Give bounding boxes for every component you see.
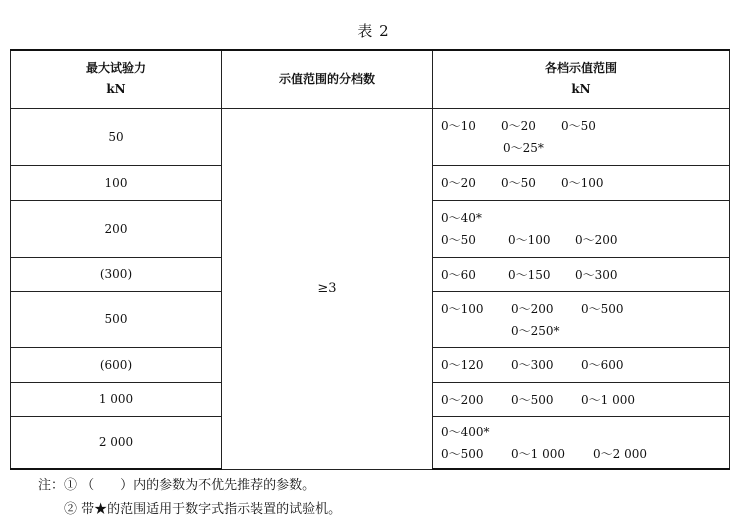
max-force-cell: 200 <box>11 200 222 257</box>
max-force-cell: 100 <box>11 165 222 200</box>
max-force-cell: (300) <box>11 257 222 291</box>
test-force-range-table <box>10 49 730 470</box>
range-value: 0～60 <box>441 267 476 282</box>
range-value: 0～500 <box>511 392 554 407</box>
ranges-cell <box>433 165 730 200</box>
range-value: 0～300 <box>575 267 618 282</box>
range-value: 0～300 <box>511 358 554 372</box>
range-value: 0～500 <box>581 301 624 316</box>
range-value: 0～20 <box>441 176 476 190</box>
ranges-cell <box>433 108 730 165</box>
range-value: 0～500 <box>441 446 484 461</box>
header-max-test-force <box>11 50 222 108</box>
range-value: 0～50 <box>561 119 596 133</box>
range-value: 0～200 <box>575 233 618 247</box>
range-value: 0～100 <box>441 301 484 316</box>
range-value: 0～40* <box>441 211 482 225</box>
ranges-cell <box>433 416 730 469</box>
range-divisions-cell: ≥3 <box>222 108 433 469</box>
header-ranges-label: 各档示值范围 <box>544 61 617 76</box>
max-force-cell: 2 000 <box>11 416 222 469</box>
range-value: 0～200 <box>511 301 554 316</box>
range-value: 0～1 000 <box>511 446 565 461</box>
ranges-cell <box>433 382 730 416</box>
ranges-cell <box>433 291 730 347</box>
range-value: 0～2 000 <box>593 446 647 461</box>
range-value: 0～120 <box>441 358 484 372</box>
header-max-test-force-unit: kN <box>106 82 126 97</box>
range-value: 0～150 <box>508 267 551 282</box>
header-range-divisions <box>222 50 433 108</box>
range-value: 0～25* <box>503 141 544 155</box>
ranges-cell <box>433 200 730 257</box>
max-force-cell: (600) <box>11 347 222 382</box>
table-row <box>11 108 730 165</box>
header-ranges-unit: kN <box>571 82 591 97</box>
range-value: 0～20 <box>501 119 536 133</box>
table-notes <box>38 474 341 522</box>
range-value: 0～1 000 <box>581 392 635 407</box>
range-value: 0～600 <box>581 358 624 372</box>
range-value: 0～250* <box>511 323 560 338</box>
range-value: 0～50 <box>501 176 536 190</box>
note-digital-indicator-ranges: ② 带★的范围适用于数字式指示装置的试验机。 <box>64 502 342 517</box>
note-unpreferred-parameters: 注：① （ ）内的参数为不优先推荐的参数。 <box>38 478 316 493</box>
range-value: 0～10 <box>441 119 476 133</box>
max-force-cell: 50 <box>11 108 222 165</box>
header-range-divisions-label: 示值范围的分档数 <box>278 71 375 86</box>
range-value: 0～100 <box>508 233 551 247</box>
ranges-cell <box>433 257 730 291</box>
range-value: 0～50 <box>441 233 476 247</box>
ranges-cell <box>433 347 730 382</box>
range-value: 0～200 <box>441 392 484 407</box>
header-max-test-force-label: 最大试验力 <box>85 61 146 76</box>
max-force-cell: 1 000 <box>11 382 222 416</box>
header-ranges <box>433 50 730 108</box>
range-value: 0～100 <box>561 176 604 190</box>
range-value: 0～400* <box>441 424 490 439</box>
table-caption: 表 2 <box>357 22 390 40</box>
max-force-cell: 500 <box>11 291 222 347</box>
